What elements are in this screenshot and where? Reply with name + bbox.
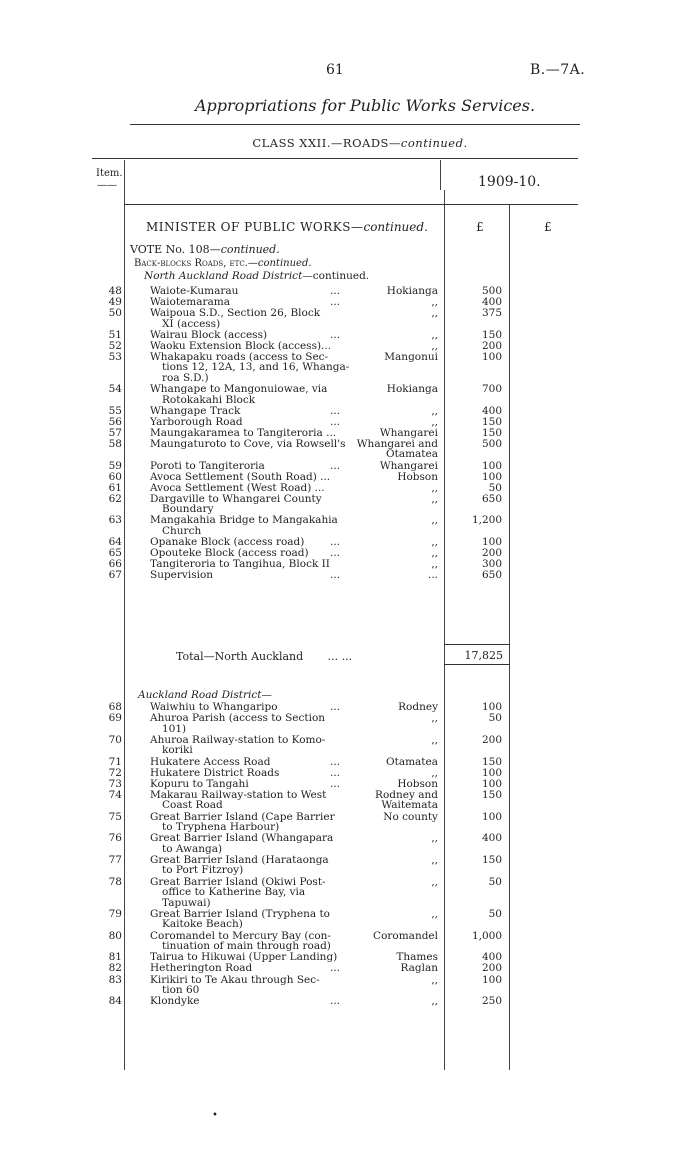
leader-dots: ... xyxy=(330,766,341,779)
item-county-line: Otamatea xyxy=(386,755,438,768)
item-number: 71 xyxy=(108,755,122,768)
item-amount: 700 xyxy=(481,383,502,396)
item-county xyxy=(354,439,438,460)
amount-column-rule-right xyxy=(509,204,510,1070)
vote-continued: continued. xyxy=(220,243,280,256)
item-county xyxy=(354,472,438,483)
item-county-line: Rodney xyxy=(398,701,438,713)
leader-dots: ... xyxy=(330,296,341,309)
item-county-line: No county xyxy=(383,810,438,823)
item-description xyxy=(150,548,355,559)
item-county-line: ,, xyxy=(431,712,438,725)
item-description-line: Kirikiri to Te Akau through Sec- xyxy=(150,973,320,986)
header-top-rule xyxy=(92,158,578,159)
item-amount: 400 xyxy=(481,832,502,845)
item-number: 70 xyxy=(108,733,122,746)
item-county-line: ,, xyxy=(431,536,438,548)
leader-dots: ... xyxy=(330,328,341,341)
item-description xyxy=(150,352,355,384)
item-number: 82 xyxy=(108,962,122,975)
item-description-continuation: Coast Road xyxy=(162,799,223,812)
vote-heading xyxy=(130,243,280,256)
item-number: 74 xyxy=(108,788,122,801)
item-amount: 500 xyxy=(481,285,502,297)
currency-symbol-1: £ xyxy=(476,220,484,234)
item-number: 58 xyxy=(108,437,122,450)
item-description-line: Poroti to Tangiteroria xyxy=(150,459,265,472)
item-county xyxy=(354,461,438,472)
item-county-line: Hobson xyxy=(397,777,438,790)
item-number: 52 xyxy=(108,339,122,352)
item-description-line: Maungaturoto to Cove, via Rowsell's xyxy=(150,437,346,450)
item-county xyxy=(354,494,438,505)
item-description xyxy=(150,472,355,483)
item-number: 80 xyxy=(108,929,122,942)
total-label xyxy=(176,650,352,663)
item-county xyxy=(354,548,438,559)
item-amount: 100 xyxy=(481,777,502,790)
item-number: 51 xyxy=(108,328,122,341)
item-county-line: ,, xyxy=(431,973,438,986)
item-county-line: Thames xyxy=(396,951,438,964)
item-county-line: ,, xyxy=(431,481,438,494)
item-county-line: Coromandel xyxy=(373,929,438,942)
item-county-line: ,, xyxy=(431,853,438,866)
item-description-line: Ahuroa Railway-station to Komo- xyxy=(150,733,326,746)
item-county xyxy=(354,779,438,790)
item-description-line: Opouteke Block (access road) xyxy=(150,547,309,560)
item-county-line: Hokianga xyxy=(386,383,438,396)
item-description-line: Coromandel to Mercury Bay (con- xyxy=(150,929,331,942)
item-amount: 200 xyxy=(481,547,502,560)
stray-mark: • xyxy=(212,1110,218,1121)
item-amount: 100 xyxy=(481,973,502,986)
item-description-line: Ahuroa Parish (access to Section xyxy=(150,712,326,725)
item-description xyxy=(150,570,355,581)
item-description xyxy=(150,297,355,308)
page-number: 61 xyxy=(326,62,344,78)
item-description xyxy=(150,790,355,811)
item-number: 79 xyxy=(108,907,122,920)
item-amount: 150 xyxy=(481,853,502,866)
leader-dots: ... xyxy=(330,755,341,768)
item-county xyxy=(354,702,438,713)
district-heading-north xyxy=(144,270,369,282)
item-amount: 1,200 xyxy=(471,514,502,527)
item-county-line: Mangonui xyxy=(384,350,438,363)
item-number: 49 xyxy=(108,296,122,309)
item-county xyxy=(354,877,438,888)
leader-dots: ... xyxy=(330,536,341,548)
item-county xyxy=(354,909,438,920)
item-county xyxy=(354,352,438,363)
item-description xyxy=(150,963,355,974)
item-description xyxy=(150,384,355,405)
leader-dots: ... xyxy=(330,459,341,472)
item-county-line: Waitemata xyxy=(381,799,438,812)
leader-dots: ... xyxy=(330,962,341,975)
item-amount: 100 xyxy=(481,350,502,363)
leader-dots: ... xyxy=(330,995,341,1008)
item-county xyxy=(354,330,438,341)
item-amount: 50 xyxy=(488,907,502,920)
year-header: 1909-10. xyxy=(478,174,541,190)
item-description xyxy=(150,768,355,779)
amount-column-rule xyxy=(444,190,445,1070)
item-county-line: Otamatea xyxy=(386,448,438,461)
item-description xyxy=(150,439,355,450)
item-county xyxy=(354,790,438,811)
item-description-continuation: office to Katherine Bay, via xyxy=(162,886,306,899)
item-description-line: Great Barrier Island (Harataonga xyxy=(150,853,329,866)
item-description-line: Kopuru to Tangahi xyxy=(150,777,249,790)
item-description-line: Yarborough Road xyxy=(150,415,243,428)
item-county-line: Whangarei and xyxy=(356,437,438,450)
item-description-line: Avoca Settlement (West Road) ... xyxy=(150,481,325,494)
leader-dots: ... xyxy=(330,415,341,428)
item-description-line: Waiwhiu to Whangaripo xyxy=(150,701,278,713)
item-description xyxy=(150,308,355,329)
year-column-rule-top xyxy=(440,160,441,190)
item-county xyxy=(354,855,438,866)
item-number: 50 xyxy=(108,307,122,320)
item-description-line: Hetherington Road xyxy=(150,962,253,975)
item-county-line: ,, xyxy=(431,415,438,428)
item-county-line: Hokianga xyxy=(386,285,438,297)
item-description xyxy=(150,909,355,930)
leader-dots: ... xyxy=(330,701,341,713)
total-dots: ... ... xyxy=(327,650,353,663)
item-county-line: ,, xyxy=(431,733,438,746)
item-county xyxy=(354,735,438,746)
item-description-line: Opanake Block (access road) xyxy=(150,536,305,548)
item-county-line: ,, xyxy=(431,404,438,417)
item-description xyxy=(150,406,355,417)
item-description-continuation: koriki xyxy=(162,744,193,757)
item-county xyxy=(354,286,438,297)
item-county-line: ,, xyxy=(431,995,438,1008)
item-description-line: Klondyke xyxy=(150,995,200,1008)
district-heading-auckland: Auckland Road District— xyxy=(138,689,272,701)
item-amount: 400 xyxy=(481,951,502,964)
item-county-line: ,, xyxy=(431,832,438,845)
item-description-line: Whangape to Mangonuiowae, via xyxy=(150,383,328,396)
item-description-line: Whangape Track xyxy=(150,404,241,417)
leader-dots: ... xyxy=(330,547,341,560)
item-amount: 300 xyxy=(481,558,502,571)
item-amount: 50 xyxy=(488,875,502,888)
item-description xyxy=(150,952,355,963)
item-description-continuation: to Awanga) xyxy=(162,842,223,855)
item-amount: 400 xyxy=(481,296,502,309)
item-county-line: ,, xyxy=(431,514,438,527)
item-county xyxy=(354,713,438,724)
item-description-line: Supervision xyxy=(150,569,214,582)
currency-symbol-2: £ xyxy=(544,220,552,234)
item-county xyxy=(354,341,438,352)
item-county xyxy=(354,308,438,319)
item-description xyxy=(150,833,355,854)
total-amount: 17,825 xyxy=(464,649,503,662)
back-blocks-text: Back-blocks Roads, etc.— xyxy=(134,258,258,269)
item-county-line: ,, xyxy=(431,307,438,320)
item-description xyxy=(150,330,355,341)
item-number: 81 xyxy=(108,951,122,964)
item-county xyxy=(354,833,438,844)
item-description xyxy=(150,559,355,570)
item-county xyxy=(354,417,438,428)
item-amount: 200 xyxy=(481,339,502,352)
item-number: 68 xyxy=(108,701,122,713)
item-amount: 375 xyxy=(481,307,502,320)
item-number: 73 xyxy=(108,777,122,790)
item-number: 78 xyxy=(108,875,122,888)
item-description-continuation: tions 12, 12A, 13, and 16, Whanga- xyxy=(162,361,350,374)
item-county xyxy=(354,757,438,768)
item-amount: 250 xyxy=(481,995,502,1008)
item-county xyxy=(354,963,438,974)
item-description xyxy=(150,702,355,713)
item-column-dash: —— xyxy=(97,180,117,191)
item-description xyxy=(150,996,355,1007)
item-description-continuation: Boundary xyxy=(162,503,214,516)
leader-dots: ... xyxy=(330,569,341,582)
leader-dots: ... xyxy=(330,777,341,790)
item-county-line: ... xyxy=(427,569,438,582)
item-description-continuation: 101) xyxy=(162,722,187,735)
item-county-line: ,, xyxy=(431,875,438,888)
page-title: Appropriations for Public Works Services. xyxy=(194,96,536,115)
item-description-line: Waiote-Kumarau xyxy=(150,285,239,297)
item-description xyxy=(150,713,355,734)
item-amount: 50 xyxy=(488,712,502,725)
item-county xyxy=(354,384,438,395)
item-amount: 150 xyxy=(481,415,502,428)
item-county xyxy=(354,559,438,570)
item-description xyxy=(150,341,355,352)
item-description-line: Waiotemarama xyxy=(150,296,230,309)
back-blocks-heading xyxy=(134,258,312,269)
item-amount: 100 xyxy=(481,536,502,548)
item-description xyxy=(150,537,355,548)
item-description xyxy=(150,428,355,439)
class-title-text: CLASS XXII.—ROADS— xyxy=(252,136,401,150)
item-number: 54 xyxy=(108,383,122,396)
item-description xyxy=(150,931,355,952)
leader-dots: ... xyxy=(330,404,341,417)
item-amount: 650 xyxy=(481,569,502,582)
item-amount: 1,000 xyxy=(471,929,502,942)
item-description-line: Tangiteroria to Tangihua, Block II xyxy=(150,558,330,571)
item-description-line: Maungakaramea to Tangiteroria ... xyxy=(150,426,337,439)
item-county xyxy=(354,406,438,417)
item-county xyxy=(354,812,438,823)
item-description xyxy=(150,417,355,428)
item-amount: 650 xyxy=(481,492,502,505)
item-description-line: Avoca Settlement (South Road) ... xyxy=(150,470,331,483)
item-amount: 200 xyxy=(481,962,502,975)
item-county-line: ,, xyxy=(431,766,438,779)
item-description-continuation: tinuation of main through road) xyxy=(162,940,331,953)
total-label-text: Total—North Auckland xyxy=(176,650,304,663)
item-description xyxy=(150,855,355,876)
item-number: 67 xyxy=(108,569,122,582)
item-county-line: Whangarei xyxy=(379,426,438,439)
class-title-continued: continued. xyxy=(400,136,468,150)
item-description-continuation: tion 60 xyxy=(162,984,200,997)
item-number: 63 xyxy=(108,514,122,527)
item-county-line: ,, xyxy=(431,328,438,341)
minister-heading xyxy=(146,220,428,234)
item-description xyxy=(150,483,355,494)
minister-continued: continued. xyxy=(363,220,428,234)
minister-text: MINISTER OF PUBLIC WORKS— xyxy=(146,220,364,234)
item-description-line: Dargaville to Whangarei County xyxy=(150,492,322,505)
item-number: 84 xyxy=(108,995,122,1008)
item-county xyxy=(354,931,438,942)
item-number: 72 xyxy=(108,766,122,779)
item-description-line: Makarau Railway-station to West xyxy=(150,788,327,801)
item-county xyxy=(354,768,438,779)
item-description-continuation: XI (access) xyxy=(162,317,221,330)
item-description-continuation: roa S.D.) xyxy=(162,372,209,385)
item-county xyxy=(354,952,438,963)
item-number: 60 xyxy=(108,470,122,483)
district-north-continued: continued. xyxy=(312,270,370,282)
total-bottom-rule xyxy=(444,664,510,665)
item-number: 61 xyxy=(108,481,122,494)
item-county xyxy=(354,483,438,494)
item-description-continuation: Tapuwai) xyxy=(162,896,211,909)
document-code: B.—7A. xyxy=(530,62,586,78)
item-amount: 150 xyxy=(481,426,502,439)
item-number: 66 xyxy=(108,558,122,571)
item-amount: 500 xyxy=(481,437,502,450)
item-description-line: Great Barrier Island (Cape Barrier xyxy=(150,810,335,823)
item-number: 48 xyxy=(108,285,122,297)
item-description-line: Great Barrier Island (Whangapara xyxy=(150,832,334,845)
item-description xyxy=(150,812,355,833)
item-number: 57 xyxy=(108,426,122,439)
leader-dots: ... xyxy=(330,285,341,297)
item-amount: 50 xyxy=(488,481,502,494)
item-county-line: ,, xyxy=(431,907,438,920)
item-description-continuation: Church xyxy=(162,524,202,537)
item-county-line: ,, xyxy=(431,547,438,560)
item-description-continuation: Rotokakahi Block xyxy=(162,393,256,406)
item-county xyxy=(354,996,438,1007)
vote-text: VOTE No. 108— xyxy=(130,243,221,256)
item-description-line: Hukatere District Roads xyxy=(150,766,280,779)
item-description-line: Tairua to Hikuwai (Upper Landing) xyxy=(150,951,338,964)
item-number: 59 xyxy=(108,459,122,472)
item-county-line: ,, xyxy=(431,492,438,505)
item-county xyxy=(354,515,438,526)
item-county xyxy=(354,975,438,986)
item-amount: 150 xyxy=(481,755,502,768)
item-description-continuation: to Port Fitzroy) xyxy=(162,864,244,877)
item-amount: 100 xyxy=(481,766,502,779)
item-description-continuation: Kaitoke Beach) xyxy=(162,918,243,931)
item-description xyxy=(150,286,355,297)
item-county-line: ,, xyxy=(431,339,438,352)
item-county xyxy=(354,297,438,308)
title-rule xyxy=(130,124,580,125)
item-description xyxy=(150,494,355,515)
item-number: 83 xyxy=(108,973,122,986)
item-column-rule xyxy=(124,160,125,1070)
item-county-line: Raglan xyxy=(400,962,438,975)
item-description-line: Waoku Extension Block (access)... xyxy=(150,339,332,352)
item-number: 75 xyxy=(108,810,122,823)
header-bottom-rule xyxy=(124,204,578,205)
item-description xyxy=(150,779,355,790)
item-county xyxy=(354,537,438,548)
item-amount: 100 xyxy=(481,810,502,823)
item-county-line: ,, xyxy=(431,296,438,309)
item-description-line: Hukatere Access Road xyxy=(150,755,271,768)
item-description xyxy=(150,461,355,472)
item-description-line: Wairau Block (access) xyxy=(150,328,268,341)
item-description xyxy=(150,515,355,536)
item-number: 62 xyxy=(108,492,122,505)
district-north-text: North Auckland Road District— xyxy=(144,270,313,282)
item-number: 56 xyxy=(108,415,122,428)
item-description-line: Great Barrier Island (Tryphena to xyxy=(150,907,331,920)
item-amount: 150 xyxy=(481,788,502,801)
item-number: 77 xyxy=(108,853,122,866)
item-description xyxy=(150,757,355,768)
item-description xyxy=(150,975,355,996)
item-description xyxy=(150,735,355,756)
item-amount: 100 xyxy=(481,701,502,713)
item-description-line: Waipoua S.D., Section 26, Block xyxy=(150,307,321,320)
item-amount: 150 xyxy=(481,328,502,341)
item-number: 65 xyxy=(108,547,122,560)
back-blocks-continued: continued. xyxy=(257,258,312,269)
item-county-line: Rodney and xyxy=(375,788,438,801)
item-number: 69 xyxy=(108,712,122,725)
class-title xyxy=(0,136,700,150)
item-amount: 200 xyxy=(481,733,502,746)
item-number: 76 xyxy=(108,832,122,845)
item-column-header: Item. xyxy=(96,168,123,179)
item-description-line: Mangakahia Bridge to Mangakahia xyxy=(150,514,338,527)
item-description xyxy=(150,877,355,909)
item-county-line: Hobson xyxy=(397,470,438,483)
item-county-line: Whangarei xyxy=(379,459,438,472)
item-description-line: Great Barrier Island (Okiwi Post- xyxy=(150,875,326,888)
item-amount: 100 xyxy=(481,470,502,483)
item-county xyxy=(354,570,438,581)
total-top-rule xyxy=(444,644,510,645)
item-number: 64 xyxy=(108,536,122,548)
item-amount: 400 xyxy=(481,404,502,417)
item-description-line: Whakapaku roads (access to Sec- xyxy=(150,350,329,363)
item-amount: 100 xyxy=(481,459,502,472)
item-county xyxy=(354,428,438,439)
item-description-continuation: to Tryphena Harbour) xyxy=(162,821,280,834)
item-number: 55 xyxy=(108,404,122,417)
item-county-line: ,, xyxy=(431,558,438,571)
item-number: 53 xyxy=(108,350,122,363)
